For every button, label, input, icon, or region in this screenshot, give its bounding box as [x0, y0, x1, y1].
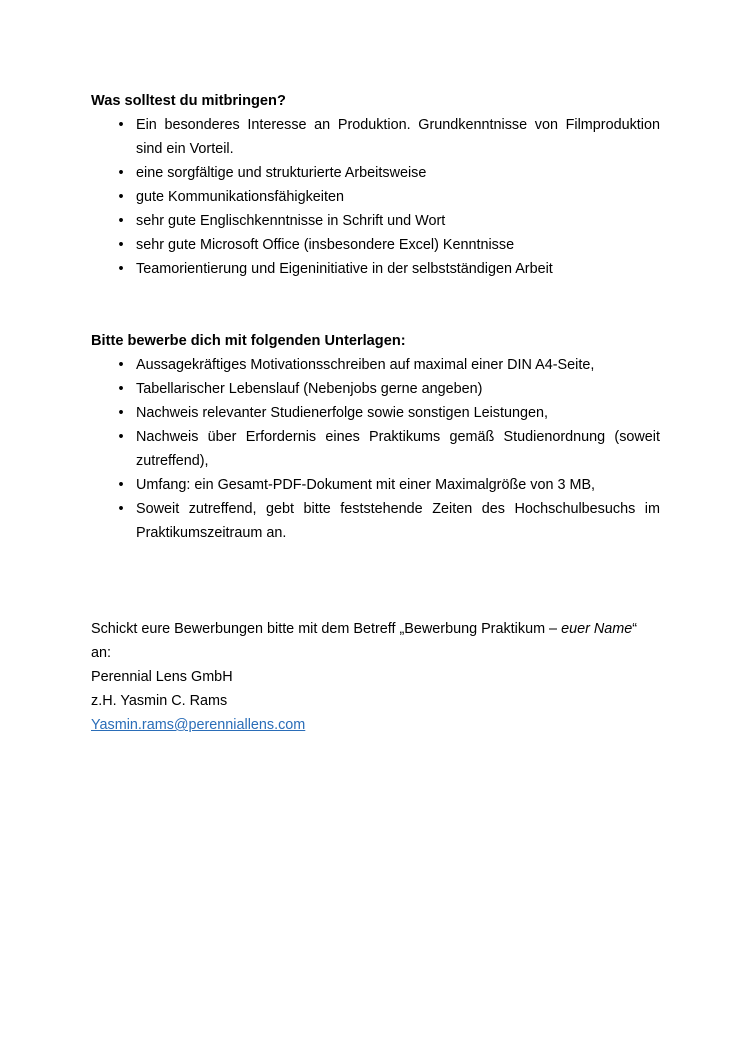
- list-item: [91, 473, 660, 497]
- list-item: [91, 209, 660, 233]
- documents-heading: Bitte bewerbe dich mit folgenden Unterlagen:: [91, 333, 406, 349]
- bullet-icon: •: [118, 477, 124, 493]
- bullet-icon: •: [118, 165, 124, 181]
- contact-intro: [91, 617, 660, 641]
- documents-section: [91, 329, 660, 545]
- list-item: [91, 377, 660, 401]
- company-name: Perennial Lens GmbH: [91, 669, 233, 685]
- bullet-icon: •: [118, 381, 124, 397]
- bullet-icon: •: [118, 189, 124, 205]
- list-item-text: sehr gute Englischkenntnisse in Schrift und Wort: [136, 213, 446, 229]
- list-item-text: gute Kommunikationsfähigkeiten: [136, 189, 344, 205]
- list-item-text: Aussagekräftiges Motivationsschreiben auf maximal einer DIN A4-Seite,: [136, 357, 595, 373]
- list-item-text: Umfang: ein Gesamt-PDF-Dokument mit einer Maximalgröße von 3 MB,: [136, 477, 596, 493]
- bullet-icon: •: [118, 501, 124, 517]
- list-item: [91, 161, 660, 185]
- contact-an: an:: [91, 645, 112, 661]
- documents-list: [91, 353, 660, 545]
- list-item: [91, 233, 660, 257]
- bullet-icon: •: [118, 357, 124, 373]
- email-link[interactable]: Yasmin.rams@perenniallens.com: [91, 717, 306, 733]
- list-item-text: Soweit zutreffend, gebt bitte feststehende Zeiten des Hochschulbesuchs im Praktikumszeitraum an.: [136, 501, 660, 541]
- list-item-text: Tabellarischer Lebenslauf (Nebenjobs gerne angeben): [136, 381, 483, 397]
- list-item-text: eine sorgfältige und strukturierte Arbeitsweise: [136, 165, 427, 181]
- list-item: [91, 185, 660, 209]
- contact-intro-name-placeholder: euer Name: [561, 621, 633, 637]
- list-item-text: Ein besonderes Interesse an Produktion. Grundkenntnisse von Filmproduktion sind ein Vorteil.: [136, 117, 660, 157]
- contact-person: z.H. Yasmin C. Rams: [91, 693, 228, 709]
- list-item: [91, 353, 660, 377]
- list-item: [91, 401, 660, 425]
- bullet-icon: •: [118, 429, 124, 445]
- bullet-icon: •: [118, 261, 124, 277]
- list-item: [91, 113, 660, 161]
- list-item-text: Nachweis relevanter Studienerfolge sowie sonstigen Leistungen,: [136, 405, 548, 421]
- contact-section: [91, 617, 660, 737]
- list-item-text: Nachweis über Erfordernis eines Praktikums gemäß Studienordnung (soweit zutreffend),: [136, 429, 660, 469]
- requirements-list: [91, 113, 660, 281]
- requirements-heading: Was solltest du mitbringen?: [91, 93, 286, 109]
- bullet-icon: •: [118, 237, 124, 253]
- bullet-icon: •: [118, 117, 124, 133]
- contact-email-line: [91, 713, 660, 737]
- list-item: [91, 257, 660, 281]
- contact-intro-closing-quote: “: [632, 621, 638, 637]
- list-item-text: sehr gute Microsoft Office (insbesondere Excel) Kenntnisse: [136, 237, 515, 253]
- list-item-text: Teamorientierung und Eigeninitiative in der selbstständigen Arbeit: [136, 261, 553, 277]
- bullet-icon: •: [118, 213, 124, 229]
- contact-intro-text: Schickt eure Bewerbungen bitte mit dem Betreff „Bewerbung Praktikum –: [91, 621, 562, 637]
- list-item: [91, 497, 660, 545]
- list-item: [91, 425, 660, 473]
- bullet-icon: •: [118, 405, 124, 421]
- document-content: [91, 89, 660, 737]
- requirements-section: [91, 89, 660, 281]
